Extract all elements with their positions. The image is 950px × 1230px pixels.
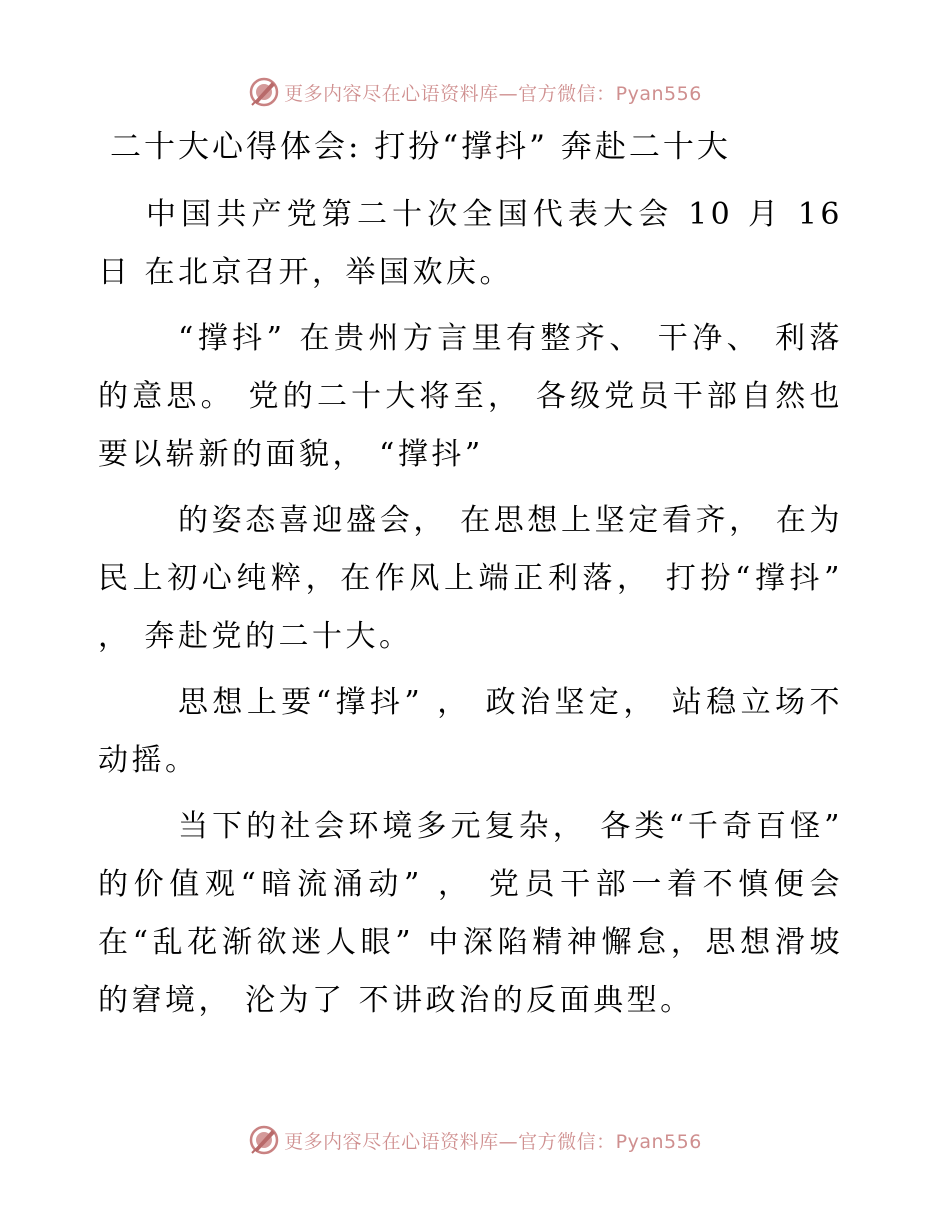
watermark-text: 更多内容尽在心语资料库—官方微信：Pyan556: [284, 1130, 702, 1153]
quill-pen-seal-icon: [248, 1124, 280, 1156]
document-title: 二十大心得体会: 打扮“撑抖” 奔赴二十大: [110, 129, 731, 165]
quill-pen-seal-icon: [248, 76, 280, 108]
footer-watermark: [0, 1120, 950, 1160]
header-watermark: [0, 72, 950, 112]
paragraph: “撑抖” 在贵州方言里有整齐、 干净、 利落的意思。 党的二十大将至， 各级党员干部自然也要以崭新的面貌， “撑抖”: [98, 321, 843, 472]
paragraph: 中国共产党第二十次全国代表大会 10 月 16 日 在北京召开，举国欢庆。: [98, 197, 843, 290]
document-body: [98, 118, 843, 1038]
paragraph: 的姿态喜迎盛会， 在思想上坚定看齐， 在为民上初心纯粹，在作风上端正利落， 打扮“撑抖” ， 奔赴党的二十大。: [98, 503, 843, 654]
paragraph: 当下的社会环境多元复杂， 各类“千奇百怪” 的价值观“暗流涌动” ， 党员干部一着不慎便会在“乱花渐欲迷人眼” 中深陷精神懈怠，思想滑坡的窘境， 沦为了 不讲政治的反面典型。: [98, 809, 843, 1018]
watermark-text: 更多内容尽在心语资料库—官方微信：Pyan556: [284, 82, 702, 105]
paragraph: 思想上要“撑抖” ， 政治坚定， 站稳立场不动摇。: [98, 685, 843, 778]
